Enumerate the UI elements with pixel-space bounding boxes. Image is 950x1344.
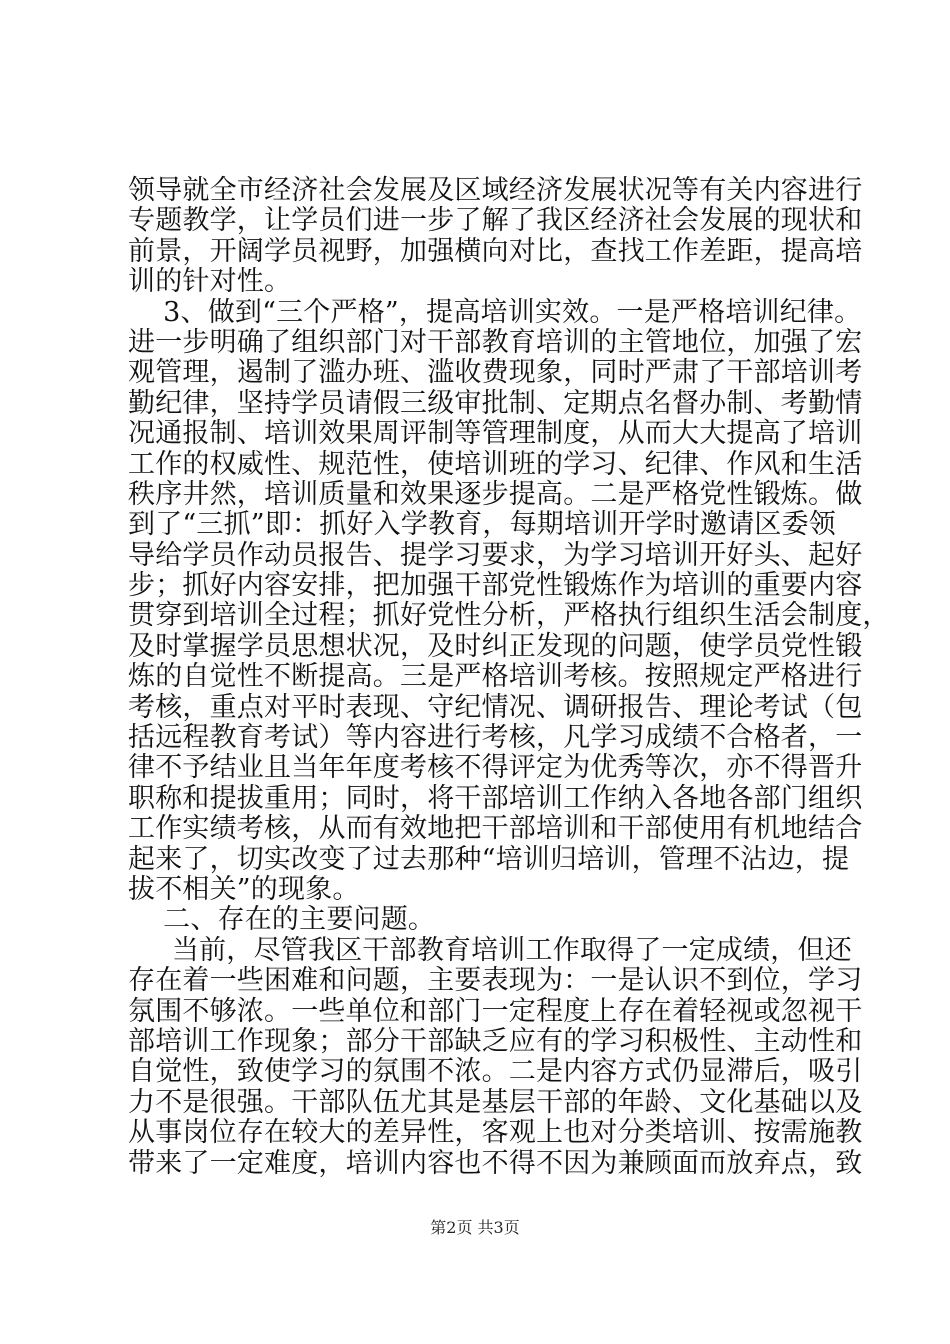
text-line: 工作实绩考核，从而有效地把干部培训和干部使用有机地结合 [128,813,863,845]
text-line: 存在着一些困难和问题，主要表现为：一是认识不到位，学习 [128,965,863,997]
text-line: 拔不相关”的现象。 [128,873,360,905]
text-line: 观管理，遏制了滥办班、滥收费现象，同时严肃了干部培训考 [128,357,863,389]
text-line: 勤纪律，坚持学员请假三级审批制、定期点名督办制、考勤情 [128,387,863,419]
text-line: 3、做到“三个严格”，提高培训实效。一是严格培训纪律。 [128,296,862,328]
text-line: 到了“三抓”即：抓好入学教育，每期培训开学时邀请区委领 [128,509,837,541]
text-line: 氛围不够浓。一些单位和部门一定程度上存在着轻视或忽视干 [128,995,863,1027]
text-line: 括远程教育考试）等内容进行考核，凡学习成绩不合格者，一 [128,722,863,754]
text-line: 力不是很强。干部队伍尤其是基层干部的年龄、文化基础以及 [128,1086,863,1118]
text-line: 导给学员作动员报告、提学习要求，为学习培训开好头、起好 [128,539,863,571]
text-line: 带来了一定难度，培训内容也不得不因为兼顾面而放弃点，致 [128,1147,863,1179]
text-line: 起来了，切实改变了过去那种“培训归培训，管理不沾边，提 [128,843,850,875]
text-line: 领导就全市经济社会发展及区域经济发展状况等有关内容进行 [128,175,863,206]
text-line: 及时掌握学员思想状况，及时纠正发现的问题，使学员党性锻 [128,630,863,662]
text-line: 专题教学，让学员们进一步了解了我区经济社会发展的现状和 [128,205,863,237]
text-line: 职称和提拔重用；同时，将干部培训工作纳入各地各部门组织 [128,782,863,814]
text-line: 贯穿到培训全过程；抓好党性分析，严格执行组织生活会制度， [128,600,890,632]
text-line: 况通报制、培训效果周评制等管理制度，从而大大提高了培训 [128,418,863,450]
section-heading: 二、存在的主要问题。 [128,904,436,936]
text-line: 步；抓好内容安排，把加强干部党性锻炼作为培训的重要内容 [128,570,863,602]
text-line: 部培训工作现象；部分干部缺乏应有的学习积极性、主动性和 [128,1025,863,1057]
text-line: 当前，尽管我区干部教育培训工作取得了一定成绩，但还 [128,934,852,966]
body-text [128,175,890,1179]
text-line: 自觉性，致使学习的氛围不浓。二是内容方式仍显滞后，吸引 [128,1056,863,1088]
page-footer: 第2页 共3页 [430,1218,520,1237]
text-line: 炼的自觉性不断提高。三是严格培训考核。按照规定严格进行 [128,661,863,693]
text-line: 秩序井然，培训质量和效果逐步提高。二是严格党性锻炼。做 [128,478,863,510]
text-line: 律不予结业且当年年度考核不得评定为优秀等次，亦不得晋升 [128,752,863,784]
text-line: 从事岗位存在较大的差异性，客观上也对分类培训、按需施教 [128,1117,863,1149]
text-line: 前景，开阔学员视野，加强横向对比，查找工作差距，提高培 [128,235,863,267]
text-line: 工作的权威性、规范性，使培训班的学习、纪律、作风和生活 [128,448,863,480]
text-line: 考核，重点对平时表现、守纪情况、调研报告、理论考试（包 [128,691,863,723]
text-line: 进一步明确了组织部门对干部教育培训的主管地位，加强了宏 [128,326,863,358]
text-line: 训的针对性。 [128,266,292,298]
